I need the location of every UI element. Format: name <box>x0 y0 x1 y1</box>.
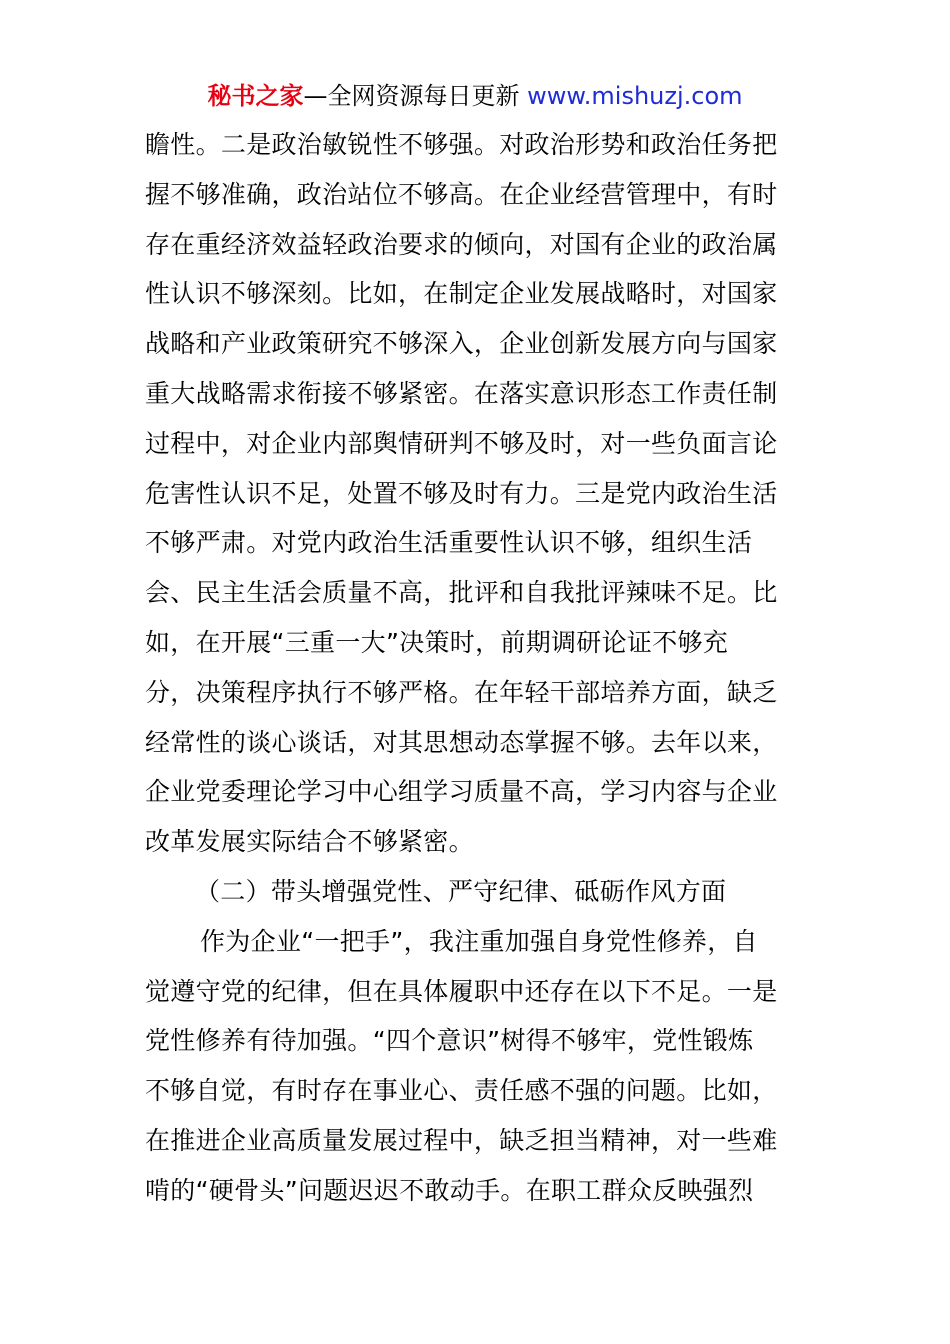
text-line: 经常性的谈心谈话，对其思想动态掌握不够。去年以来， <box>145 727 778 757</box>
text-line: 性认识不够深刻。比如，在制定企业发展战略时，对国家 <box>145 279 778 309</box>
text-line: 重大战略需求衔接不够紧密。在落实意识形态工作责任制 <box>145 378 778 408</box>
body-text <box>145 120 810 1216</box>
text-line: 作为企业“一把手”，我注重加强自身党性修养，自 <box>200 926 758 956</box>
header-tagline: —全网资源每日更新 <box>303 82 528 110</box>
section-heading: （二）带头增强党性、严守纪律、砥砺作风方面 <box>195 876 727 906</box>
text-line: 过程中，对企业内部舆情研判不够及时，对一些负面言论 <box>145 428 778 458</box>
header-brand: 秘书之家 <box>207 82 304 110</box>
text-line: 不够自觉，有时存在事业心、责任感不强的问题。比如， <box>145 1076 778 1106</box>
text-line: 危害性认识不足，处置不够及时有力。三是党内政治生活 <box>145 478 778 508</box>
text-line: 啃的“硬骨头”问题迟迟不敢动手。在职工群众反映强烈 <box>145 1175 754 1205</box>
text-line: 会、民主生活会质量不高，批评和自我批评辣味不足。比 <box>145 578 778 608</box>
page-header <box>0 80 950 112</box>
header-url-link[interactable]: www.mishuzj.com <box>527 82 743 110</box>
text-line: 存在重经济效益轻政治要求的倾向，对国有企业的政治属 <box>145 229 778 259</box>
text-line: 如，在开展“三重一大”决策时，前期调研论证不够充 <box>145 627 729 657</box>
text-line: 企业党委理论学习中心组学习质量不高，学习内容与企业 <box>145 777 778 807</box>
text-line: 在推进企业高质量发展过程中，缺乏担当精神，对一些难 <box>145 1125 778 1155</box>
text-line: 战略和产业政策研究不够深入，企业创新发展方向与国家 <box>145 329 778 359</box>
text-line: 瞻性。二是政治敏锐性不够强。对政治形势和政治任务把 <box>145 130 778 159</box>
text-line: 握不够准确，政治站位不够高。在企业经营管理中，有时 <box>145 179 778 209</box>
text-line: 觉遵守党的纪律，但在具体履职中还存在以下不足。一是 <box>145 976 778 1006</box>
text-line: 改革发展实际结合不够紧密。 <box>145 827 474 857</box>
text-line: 党性修养有待加强。“四个意识”树得不够牢，党性锻炼 <box>145 1026 754 1056</box>
text-line: 分，决策程序执行不够严格。在年轻干部培养方面，缺乏 <box>145 677 778 707</box>
text-line: 不够严肃。对党内政治生活重要性认识不够，组织生活 <box>145 528 753 558</box>
